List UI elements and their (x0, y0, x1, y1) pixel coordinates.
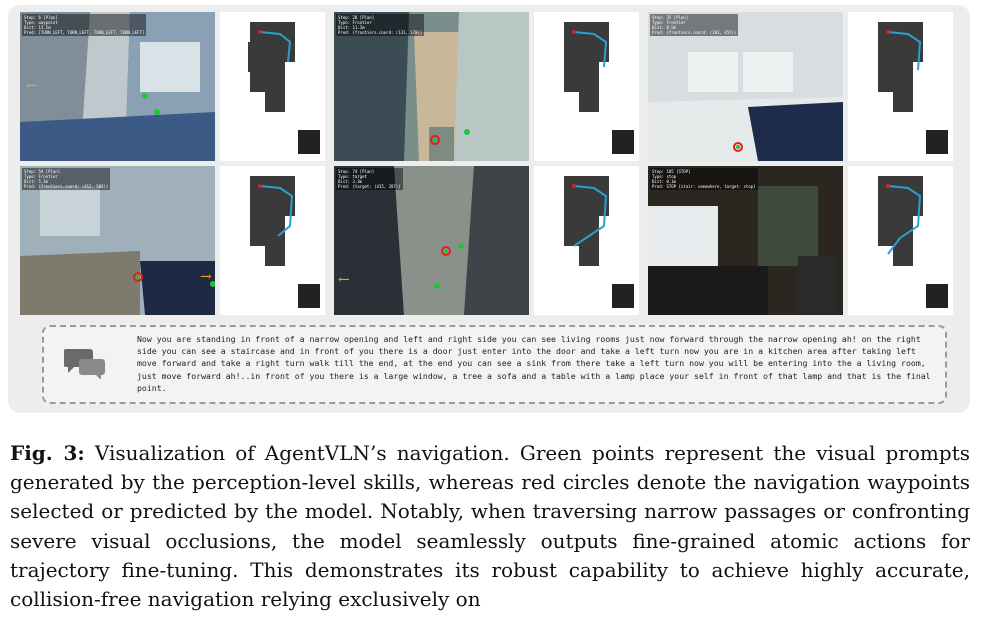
panel-5-hud (336, 168, 403, 190)
hud-step: Step: 20 [Plan] (338, 15, 375, 20)
hud-type: Type: target (338, 174, 367, 179)
hud-step: Step: 6 [Plan] (24, 15, 58, 20)
hud-dist: Dist: 0.1m (652, 179, 677, 184)
panel-5-map (534, 166, 639, 315)
instruction-box (42, 325, 947, 404)
svg-text:→: → (200, 269, 212, 285)
panel-6-map (848, 166, 953, 315)
hud-dist: Dist: 8.5m (652, 25, 677, 30)
hud-pred: Pred: STOP {stair: somewhere, target: stop} (652, 184, 756, 189)
caption-text: Visualization of AgentVLN’s navigation. Green points represent the visual prompts generated by the perception-level skills, whereas red circles denote the navigation waypoints selected or predicted by the model. Notably, when traversing narrow passages or confronting severe visual occlusions, the model seamlessly outputs fine-grained atomic actions for trajectory fine-tuning. This demonstrates its robust capability to achieve highly accurate, collision-free navigation relying exclusively on (10, 441, 970, 612)
panel-1-map (220, 12, 325, 161)
panel-6-hud (650, 168, 758, 190)
hud-step: Step: 74 [Plan] (338, 169, 375, 174)
hud-type: Type: Frontier (652, 20, 686, 25)
hud-step: Step: 105 [STOP] (652, 169, 691, 174)
hud-pred: Pred: {frontiers.coord: (201, 455)} (652, 30, 737, 35)
panel-4-hud (22, 168, 110, 190)
hud-dist: Dist: 3.3m (338, 179, 363, 184)
hud-type: Type: stop (652, 174, 677, 179)
hud-pred: Pred: {frontiers.coord: (412, 506)} (24, 184, 109, 189)
chat-bubbles-icon (64, 347, 106, 379)
hud-dist: Dist: 11.3m (338, 25, 365, 30)
hud-type: Type: waypoint (24, 20, 58, 25)
hud-pred: Pred: {target: (415, 287)} (338, 184, 401, 189)
panel-1-view (20, 12, 215, 161)
panel-3-view (648, 12, 843, 161)
figure-caption (10, 439, 970, 614)
panel-2-view (334, 12, 529, 161)
hud-type: Type: Frontier (24, 174, 58, 179)
caption-label: Fig. 3: (10, 441, 85, 465)
panel-2-map (534, 12, 639, 161)
panel-1-hud (22, 14, 146, 36)
panel-2-hud (336, 14, 424, 36)
panel-5-view (334, 166, 529, 315)
panel-4-map (220, 166, 325, 315)
hud-type: Type: Frontier (338, 20, 372, 25)
panel-3-hud (650, 14, 738, 36)
hud-step: Step: 35 [Plan] (652, 15, 689, 20)
hud-dist: Dist: 5.1m (24, 179, 49, 184)
hud-pred: Pred: {frontiers.coord: (131, 178)} (338, 30, 423, 35)
hud-dist: Dist: 13.5m (24, 25, 51, 30)
panel-6-view (648, 166, 843, 315)
svg-text:←: ← (26, 78, 38, 94)
svg-text:←: ← (338, 272, 350, 288)
instruction-text: Now you are standing in front of a narrow opening and left and right side you can see living rooms just now forward through the narrow opening ah! on the right side you can see a staircase and in front of you there is a door just enter into the door and take a left turn now you are in a kitchen area after taking left move forward and take a right turn walk till the end, at the end you can see a sink from there take a left turn now you will be entering into the a living room, just move forward ah!..in front of you there is a large window, a tree a sofa and a table with a lamp place your self in front of that lamp and that is the final point. (137, 334, 931, 393)
panel-3-map (848, 12, 953, 161)
hud-pred: Pred: [TURN_LEFT, TURN_LEFT, TURN_LEFT, TURN_LEFT] (24, 30, 145, 35)
panel-4-view (20, 166, 215, 315)
hud-step: Step: 54 [Plan] (24, 169, 61, 174)
